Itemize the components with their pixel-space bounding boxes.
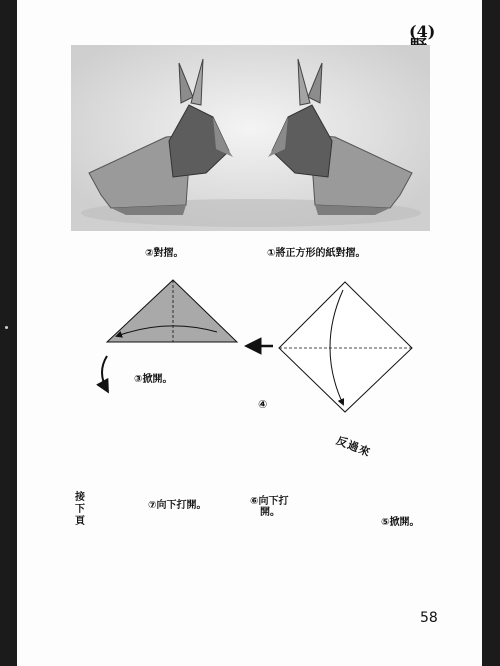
step-3-caption: ③掀開。 <box>134 374 173 385</box>
step-7-caption: ⑦向下打開。 <box>148 500 207 511</box>
step-5-caption: ⑤掀開。 <box>381 517 420 528</box>
book-page <box>17 0 482 666</box>
step-1-diagram <box>279 282 412 412</box>
fold-diagrams <box>17 0 482 666</box>
step-2-caption: ②對摺。 <box>145 248 184 259</box>
scan-dot <box>5 326 8 329</box>
chapter-number: (4) <box>409 22 436 41</box>
page-number: 58 <box>420 610 438 626</box>
step-1-caption: ①將正方形的紙對摺。 <box>267 248 366 259</box>
step-2-diagram <box>107 280 237 342</box>
step-4-caption: ④ <box>258 398 268 411</box>
reverse-caption: 反過來 <box>334 433 373 460</box>
step-6-caption-line1: ⑥向下打 <box>250 496 289 507</box>
next-page-label: 接下頁 <box>75 492 85 527</box>
step-6-caption-line2: 開。 <box>260 507 280 518</box>
fold-arrow-icon <box>102 356 107 390</box>
